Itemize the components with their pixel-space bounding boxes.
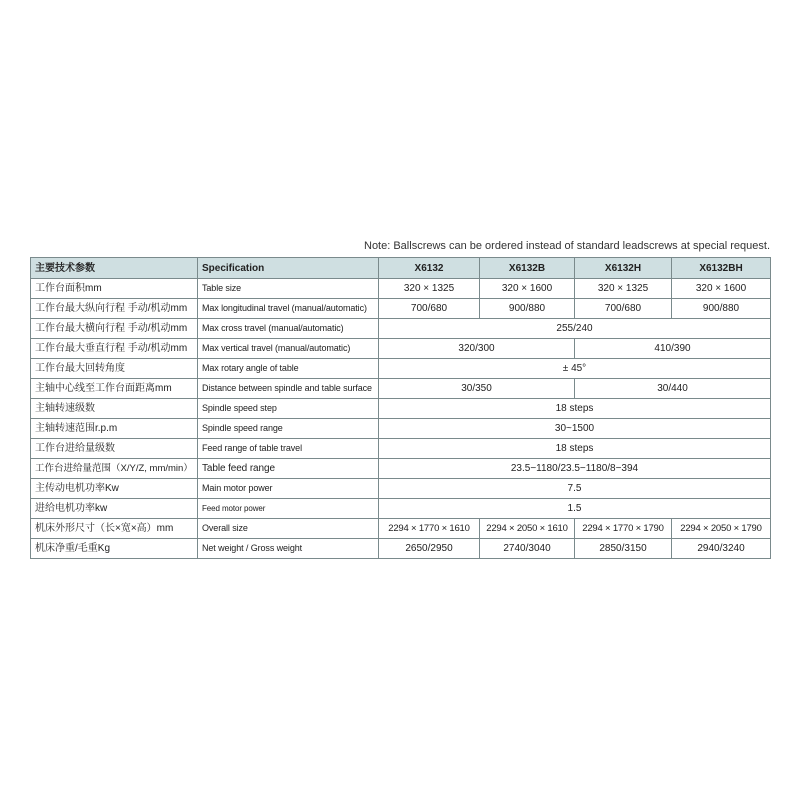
- header-specification: Specification: [198, 258, 379, 279]
- param-cn: 工作台最大回转角度: [31, 359, 198, 379]
- table-row: [31, 479, 771, 499]
- value-cell: 7.5: [379, 479, 771, 499]
- value-cell: 2650/2950: [379, 539, 480, 559]
- table-row: [31, 419, 771, 439]
- param-en: Table feed range: [198, 459, 379, 479]
- table-row: [31, 439, 771, 459]
- value-cell: 410/390: [575, 339, 771, 359]
- table-row: [31, 459, 771, 479]
- value-cell: 18 steps: [379, 439, 771, 459]
- table-row: [31, 339, 771, 359]
- table-row: [31, 379, 771, 399]
- header-main-params: 主要技术参数: [31, 258, 198, 279]
- value-cell: 320/300: [379, 339, 575, 359]
- value-cell: 30/350: [379, 379, 575, 399]
- table-row: [31, 539, 771, 559]
- param-cn: 机床外形尺寸（长×宽×高）mm: [31, 519, 198, 539]
- param-en: Spindle speed step: [198, 399, 379, 419]
- table-row: [31, 399, 771, 419]
- param-en: Max longitudinal travel (manual/automatic): [198, 299, 379, 319]
- param-en: Max rotary angle of table: [198, 359, 379, 379]
- param-en: Max vertical travel (manual/automatic): [198, 339, 379, 359]
- param-cn: 主轴转速级数: [31, 399, 198, 419]
- param-cn: 工作台进给量级数: [31, 439, 198, 459]
- param-en: Feed motor power: [198, 499, 379, 519]
- param-cn: 主轴中心线至工作台面距离mm: [31, 379, 198, 399]
- param-en: Max cross travel (manual/automatic): [198, 319, 379, 339]
- value-cell: 18 steps: [379, 399, 771, 419]
- param-cn: 机床净重/毛重Kg: [31, 539, 198, 559]
- value-cell: 320 × 1600: [480, 279, 575, 299]
- param-en: Distance between spindle and table surface: [198, 379, 379, 399]
- param-en: Feed range of table travel: [198, 439, 379, 459]
- table-row: [31, 359, 771, 379]
- value-cell: 320 × 1325: [575, 279, 672, 299]
- param-cn: 工作台最大横向行程 手动/机动mm: [31, 319, 198, 339]
- table-row: [31, 499, 771, 519]
- value-cell: 2940/3240: [672, 539, 771, 559]
- ballscrew-note: Note: Ballscrews can be ordered instead of standard leadscrews at special request.: [364, 240, 770, 252]
- param-cn: 主轴转速范围r.p.m: [31, 419, 198, 439]
- value-cell: 900/880: [480, 299, 575, 319]
- value-cell: 2740/3040: [480, 539, 575, 559]
- table-header-row: [31, 258, 771, 279]
- value-cell: ± 45°: [379, 359, 771, 379]
- table-row: [31, 319, 771, 339]
- table-row: [31, 279, 771, 299]
- param-cn: 工作台进给量范围（X/Y/Z, mm/min）: [31, 459, 198, 479]
- header-model-x6132bh: X6132BH: [672, 258, 771, 279]
- table-row: [31, 519, 771, 539]
- value-cell: 30/440: [575, 379, 771, 399]
- value-cell: 2294 × 2050 × 1610: [480, 519, 575, 539]
- value-cell: 2294 × 1770 × 1790: [575, 519, 672, 539]
- param-en: Overall size: [198, 519, 379, 539]
- value-cell: 255/240: [379, 319, 771, 339]
- value-cell: 700/680: [379, 299, 480, 319]
- value-cell: 2850/3150: [575, 539, 672, 559]
- param-en: Spindle speed range: [198, 419, 379, 439]
- value-cell: 23.5−1180/23.5−1180/8−394: [379, 459, 771, 479]
- value-cell: 1.5: [379, 499, 771, 519]
- value-cell: 320 × 1325: [379, 279, 480, 299]
- value-cell: 700/680: [575, 299, 672, 319]
- value-cell: 2294 × 2050 × 1790: [672, 519, 771, 539]
- param-en: Net weight / Gross weight: [198, 539, 379, 559]
- param-en: Main motor power: [198, 479, 379, 499]
- table-row: [31, 299, 771, 319]
- param-cn: 进给电机功率kw: [31, 499, 198, 519]
- param-en: Table size: [198, 279, 379, 299]
- spec-table: [30, 257, 771, 559]
- header-model-x6132h: X6132H: [575, 258, 672, 279]
- param-cn: 工作台面积mm: [31, 279, 198, 299]
- param-cn: 主传动电机功率Kw: [31, 479, 198, 499]
- value-cell: 900/880: [672, 299, 771, 319]
- header-model-x6132: X6132: [379, 258, 480, 279]
- param-cn: 工作台最大纵向行程 手动/机动mm: [31, 299, 198, 319]
- value-cell: 320 × 1600: [672, 279, 771, 299]
- param-cn: 工作台最大垂直行程 手动/机动mm: [31, 339, 198, 359]
- value-cell: 30~1500: [379, 419, 771, 439]
- header-model-x6132b: X6132B: [480, 258, 575, 279]
- value-cell: 2294 × 1770 × 1610: [379, 519, 480, 539]
